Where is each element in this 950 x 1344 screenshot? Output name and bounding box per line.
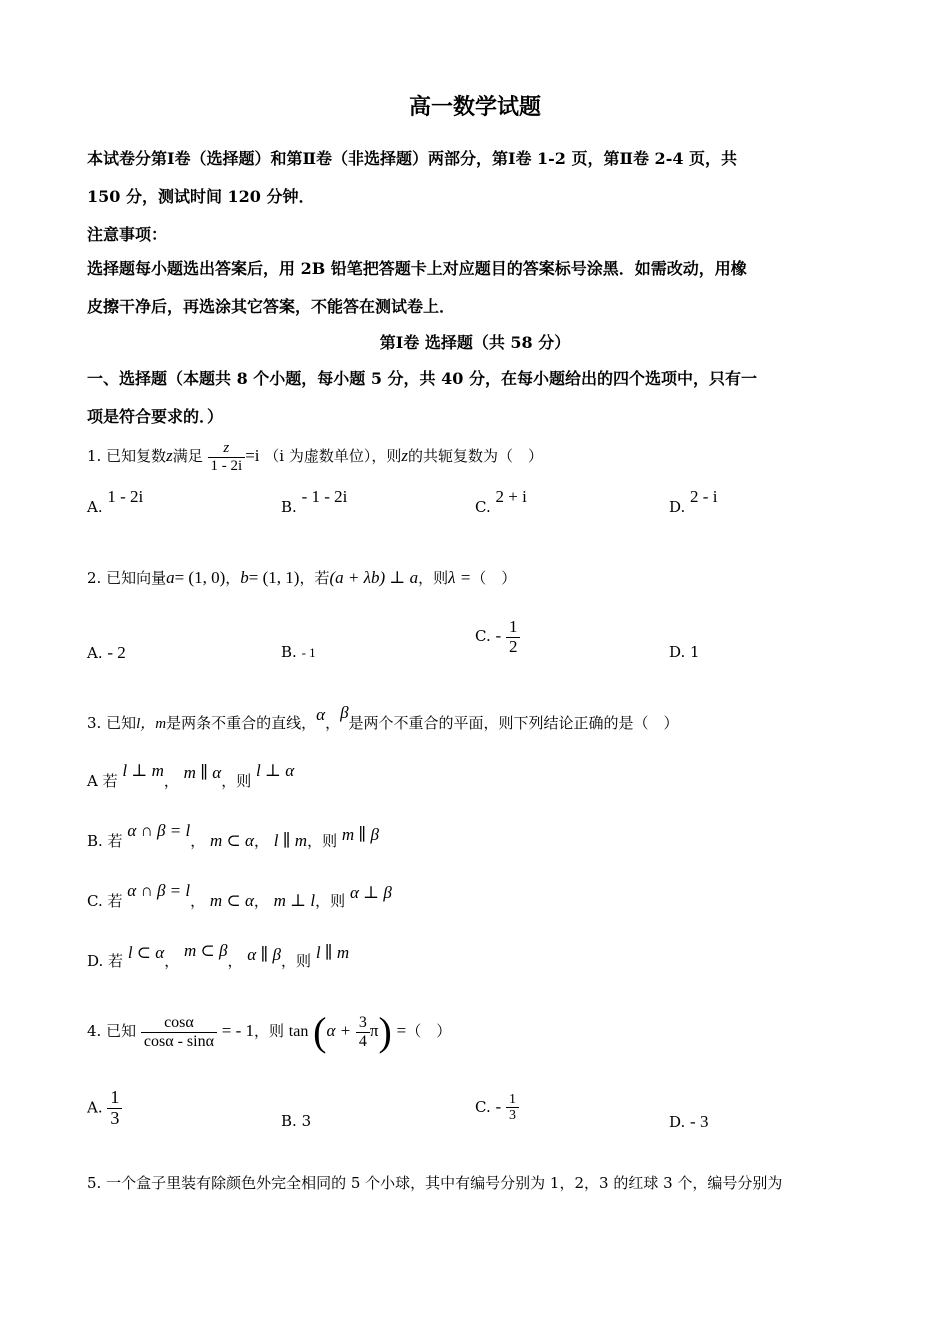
option-value: 3 bbox=[301, 1112, 312, 1130]
q2-sep: ， bbox=[225, 569, 241, 587]
q4-eq: = - 1 bbox=[221, 1021, 254, 1040]
option-cond-1: α ∩ β = l bbox=[127, 821, 191, 840]
option-label: A. bbox=[87, 1098, 103, 1117]
option-cond-2: m ⊂ α bbox=[210, 831, 254, 850]
q4-right-paren: ) bbox=[378, 1009, 392, 1054]
option-label: C. bbox=[475, 498, 491, 516]
q1-option-c[interactable] bbox=[475, 487, 527, 517]
q4-fraction bbox=[141, 1014, 217, 1050]
q3-suffix: 是两个不重合的平面，则下列结论正确的是（ ） bbox=[348, 714, 679, 732]
frac-den: 3 bbox=[506, 1107, 519, 1123]
q1-option-d[interactable] bbox=[669, 487, 718, 517]
option-label: A. bbox=[87, 498, 103, 516]
q1-var-z2: z bbox=[401, 446, 408, 465]
option-label: B. 若 bbox=[87, 832, 123, 850]
q4-eq2: = bbox=[396, 1021, 407, 1040]
q4-option-a[interactable] bbox=[87, 1088, 122, 1129]
option-label: A. bbox=[87, 644, 103, 662]
frac-den: 2 bbox=[506, 637, 521, 657]
option-cond-2: m ∥ α bbox=[183, 763, 222, 782]
notice-line-2: 皮擦干净后，再选涂其它答案，不能答在测试卷上． bbox=[87, 297, 456, 316]
q2-vector-a: a bbox=[166, 568, 175, 587]
q3-option-c[interactable]: C. 若 α ∩ β = l， m ⊂ α， m ⊥ l，则 α ⊥ β bbox=[87, 881, 392, 910]
option-label: C. 若 bbox=[87, 892, 123, 910]
option-cond-1: α ∩ β = l bbox=[127, 881, 191, 900]
q3-comma: ， bbox=[325, 714, 341, 732]
q4-inner-num: 3 bbox=[358, 1013, 367, 1031]
q4-pi: π bbox=[369, 1021, 379, 1040]
option-cond-1: l ⊂ α bbox=[127, 943, 165, 962]
option-label: C. bbox=[475, 627, 491, 646]
option-label: B. bbox=[281, 643, 297, 661]
question-2-stem bbox=[87, 567, 516, 588]
q1-eq: =i bbox=[245, 446, 260, 465]
option-label: A 若 bbox=[87, 772, 118, 790]
q3-prefix: 3. 已知 bbox=[87, 714, 137, 732]
option-cond-3: α ∥ β bbox=[247, 945, 282, 964]
option-then: ，则 bbox=[315, 892, 346, 910]
option-value: - bbox=[495, 1096, 502, 1116]
option-value: - 1 - 2i bbox=[301, 487, 348, 506]
option-value: - 2 bbox=[107, 643, 126, 662]
page-title: 高一数学试题 bbox=[408, 94, 541, 120]
option-value: 1 - 2i bbox=[107, 487, 144, 506]
option-result: l ∥ m bbox=[315, 943, 350, 962]
question-5-stem: 5. 一个盒子里装有除颜色外完全相同的 5 个小球，其中有编号分别为 1，2，3 的红球 3 个，编号分别为 bbox=[87, 1174, 783, 1192]
option-result: l ⊥ α bbox=[256, 761, 295, 780]
q2-condition: (a + λb) ⊥ a bbox=[329, 568, 419, 587]
notice-heading: 注意事项： bbox=[87, 225, 168, 244]
q1-option-b[interactable] bbox=[281, 487, 348, 517]
q4-option-c-fraction bbox=[506, 1092, 519, 1124]
q4-tan: tan bbox=[288, 1023, 309, 1040]
option-result: α ⊥ β bbox=[349, 883, 392, 902]
option-then: ，则 bbox=[307, 832, 338, 850]
frac-num: 1 bbox=[110, 1087, 120, 1107]
q2-prefix: 2. 已知向量 bbox=[87, 569, 167, 587]
part-heading-line-1: 一、选择题（本题共 8 个小题，每小题 5 分，共 40 分，在每小题给出的四个选项中，只有一 bbox=[87, 369, 757, 388]
option-then: ，则 bbox=[221, 772, 252, 790]
option-value: 2 + i bbox=[495, 487, 527, 506]
question-4-stem bbox=[87, 1009, 452, 1054]
option-cond-3: m ⊥ l bbox=[273, 891, 316, 910]
q2-option-b[interactable] bbox=[281, 643, 316, 661]
q4-frac-num: cosα bbox=[164, 1013, 194, 1031]
option-result: m ∥ β bbox=[341, 825, 379, 844]
option-value: 2 - i bbox=[690, 487, 718, 506]
question-1-stem bbox=[87, 440, 543, 474]
q3-beta: β bbox=[340, 703, 349, 722]
q4-frac-den: cosα - sinα bbox=[141, 1032, 217, 1051]
option-cond-2: m ⊂ β bbox=[183, 941, 228, 960]
option-cond-3: l ∥ m bbox=[273, 831, 308, 850]
q4-inner-fraction bbox=[356, 1014, 370, 1050]
option-label: B. bbox=[281, 498, 297, 516]
q2-option-d[interactable] bbox=[669, 643, 700, 661]
question-3-stem bbox=[87, 703, 679, 733]
option-cond-1: l ⊥ m bbox=[122, 761, 164, 780]
q1-var-z: z bbox=[166, 446, 173, 465]
q4-left-paren: ( bbox=[313, 1009, 327, 1054]
section-heading: 第Ⅰ卷 选择题（共 58 分） bbox=[379, 333, 571, 352]
q2-suffix: ，则 bbox=[418, 569, 449, 587]
q1-frac-num: z bbox=[223, 440, 230, 456]
q1-suffix2: 的共轭复数为（ ） bbox=[407, 447, 543, 465]
option-value: - 1 bbox=[301, 645, 316, 660]
q2-option-c[interactable] bbox=[475, 618, 520, 656]
option-value: - bbox=[495, 626, 502, 646]
q1-option-a[interactable] bbox=[87, 487, 144, 517]
q1-prefix: 1. 已知复数 bbox=[87, 447, 167, 465]
q4-option-c[interactable] bbox=[475, 1092, 519, 1124]
intro-line-1: 本试卷分第Ⅰ卷（选择题）和第Ⅱ卷（非选择题）两部分，第Ⅰ卷 1-2 页，第Ⅱ卷 2-4 页，共 bbox=[87, 149, 738, 168]
q4-suffix: （ ） bbox=[406, 1022, 452, 1040]
q1-fraction bbox=[208, 440, 246, 474]
q4-option-d[interactable] bbox=[669, 1112, 708, 1132]
option-label: D. bbox=[669, 498, 686, 516]
option-value: 1 bbox=[690, 643, 700, 661]
q3-option-d[interactable]: D. 若 l ⊂ α， m ⊂ β， α ∥ β，则 l ∥ m bbox=[87, 941, 350, 970]
q1-mid: 满足 bbox=[172, 447, 203, 465]
q2-suffix2: （ ） bbox=[471, 569, 517, 587]
q3-mid: 是两条不重合的直线， bbox=[166, 714, 317, 732]
option-label: D. bbox=[669, 1113, 686, 1131]
intro-line-2: 150 分，测试时间 120 分钟． bbox=[87, 187, 315, 206]
option-label: C. bbox=[475, 1097, 491, 1116]
q2-b-value: = (1, 1) bbox=[248, 568, 300, 587]
q4-prefix: 4. 已知 bbox=[87, 1022, 137, 1040]
q1-suffix: （i 为虚数单位），则 bbox=[264, 447, 402, 465]
frac-num: 1 bbox=[508, 617, 518, 636]
option-value: - 3 bbox=[690, 1112, 709, 1131]
q2-option-a[interactable] bbox=[87, 643, 126, 663]
option-then: ，则 bbox=[281, 952, 312, 970]
q4-option-b[interactable] bbox=[281, 1112, 311, 1130]
q1-frac-den: 1 - 2i bbox=[208, 457, 246, 475]
q2-vector-b: b bbox=[240, 568, 249, 587]
q3-option-a[interactable]: A 若 l ⊥ m， m ∥ α，则 l ⊥ α bbox=[87, 761, 295, 790]
q4-alpha-plus: α + bbox=[326, 1021, 352, 1040]
q2-lambda: λ = bbox=[448, 568, 472, 587]
q2-a-value: = (1, 0) bbox=[174, 568, 226, 587]
q4-inner-den: 4 bbox=[356, 1032, 370, 1051]
q2-cond-prefix: ，若 bbox=[299, 569, 330, 587]
notice-line-1: 选择题每小题选出答案后，用 2B 铅笔把答题卡上对应题目的答案标号涂黑．如需改动，用橡 bbox=[87, 259, 747, 278]
frac-den: 3 bbox=[107, 1108, 122, 1129]
q3-lines: l，m bbox=[136, 716, 167, 732]
q2-option-c-fraction bbox=[506, 618, 521, 656]
option-cond-2: m ⊂ α bbox=[209, 891, 254, 910]
option-label: D. bbox=[669, 643, 686, 661]
option-label: B. bbox=[281, 1112, 297, 1130]
frac-num: 1 bbox=[508, 1092, 516, 1107]
part-heading-line-2: 项是符合要求的．） bbox=[87, 407, 224, 426]
q3-option-b[interactable]: B. 若 α ∩ β = l， m ⊂ α， l ∥ m，则 m ∥ β bbox=[87, 821, 379, 850]
q4-option-a-fraction bbox=[107, 1088, 122, 1129]
q3-alpha: α bbox=[316, 705, 326, 724]
option-label: D. 若 bbox=[87, 952, 124, 970]
q4-mid: ，则 bbox=[254, 1022, 285, 1040]
